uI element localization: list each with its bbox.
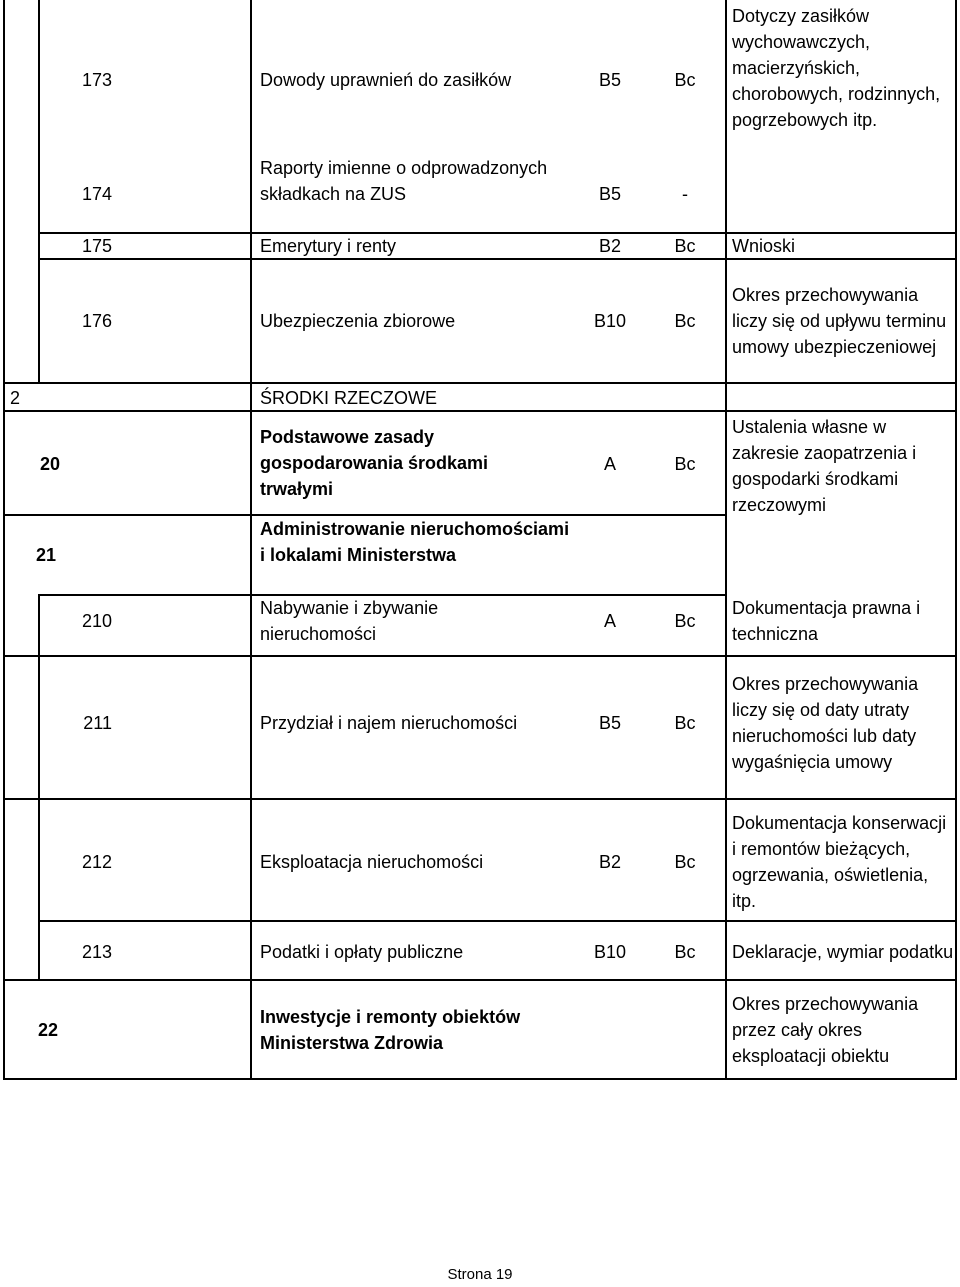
section-code: 2: [10, 387, 21, 408]
row-title: Podatki i opłaty publiczne: [260, 942, 464, 962]
section-title: ŚRODKI RZECZOWE: [260, 387, 438, 408]
row-category: B10: [593, 311, 627, 331]
row-title: Dowody uprawnień do zasiłków: [260, 70, 512, 90]
row-note: Dotyczy zasiłków wychowawczych, macierzyńskich, chorobowych, rodzinnych, pogrzebowych itp.: [732, 6, 941, 130]
row-code: 212: [81, 852, 112, 872]
row-note: Dokumentacja prawna i techniczna: [732, 598, 921, 644]
group-code: 21: [36, 545, 57, 565]
row-category: B5: [598, 70, 622, 90]
page-number: Strona 19: [447, 1266, 513, 1283]
group-code: 22: [38, 1020, 59, 1040]
row-category-2: Bc: [674, 942, 696, 962]
row-code: 210: [81, 611, 112, 631]
row-code: 176: [81, 311, 112, 331]
row-category-2: Bc: [674, 70, 696, 90]
table-row: [0, 657, 960, 799]
row-category: A: [603, 611, 616, 631]
row-note: Ustalenia własne w zakresie zaopatrzenia i gospodarki środkami rzeczowymi: [732, 417, 917, 515]
row-category-2: Bc: [674, 611, 696, 631]
row-title: Ubezpieczenia zbiorowe: [260, 311, 456, 331]
row-note: Okres przechowywania liczy się od upływu terminu umowy ubezpieczeniowej: [732, 285, 947, 357]
table-row: [0, 922, 960, 980]
row-code: 211: [83, 713, 112, 733]
row-title: Administrowanie nieruchomościami i lokalami Ministerstwa: [260, 519, 570, 565]
table-row: [0, 155, 960, 233]
row-code: 173: [81, 70, 112, 90]
row-category-2: -: [682, 184, 688, 204]
row-category: B2: [598, 852, 622, 872]
row-category: B10: [593, 942, 627, 962]
row-title: Podstawowe zasady gospodarowania środkami trwałymi: [260, 427, 489, 499]
row-category-2: Bc: [674, 852, 696, 872]
row-title: Inwestycje i remonty obiektów Ministerstwa Zdrowia: [260, 1007, 521, 1053]
row-category: B5: [598, 713, 622, 733]
row-title: Eksploatacja nieruchomości: [260, 852, 484, 872]
table-row: [0, 516, 960, 594]
row-category-2: Bc: [674, 236, 696, 256]
row-title: Nabywanie i zbywanie nieruchomości: [260, 598, 439, 644]
group-code: 20: [40, 453, 61, 474]
row-title: Przydział i najem nieruchomości: [260, 713, 518, 733]
table-row: [0, 981, 960, 1079]
table-row: [0, 384, 960, 411]
table-row: [0, 260, 960, 382]
row-title: Raporty imienne o odprowadzonych składkach na ZUS: [260, 158, 548, 204]
row-category: B2: [598, 236, 622, 256]
row-note: Dokumentacja konserwacji i remontów bieżących, ogrzewania, oświetlenia, itp.: [732, 813, 947, 911]
table-row: [0, 800, 960, 921]
row-category: A: [603, 453, 616, 474]
table-row: [0, 595, 960, 655]
table-row: [0, 412, 960, 515]
row-note: Okres przechowywania liczy się od daty utraty nieruchomości lub daty wygaśnięcia umowy: [732, 674, 919, 772]
row-note: Wnioski: [732, 236, 796, 256]
row-category-2: Bc: [674, 713, 696, 733]
row-title: Emerytury i renty: [260, 236, 397, 256]
row-code: 175: [81, 236, 112, 256]
row-note: Okres przechowywania przez cały okres eksploatacji obiektu: [732, 994, 919, 1066]
table-row: [0, 0, 960, 160]
row-category: B5: [598, 184, 622, 204]
table-row: [0, 233, 960, 259]
row-category-2: Bc: [674, 453, 696, 474]
row-code: 213: [81, 942, 112, 962]
row-category-2: Bc: [674, 311, 696, 331]
row-note: Deklaracje, wymiar podatku: [732, 942, 954, 962]
row-code: 174: [81, 184, 112, 204]
